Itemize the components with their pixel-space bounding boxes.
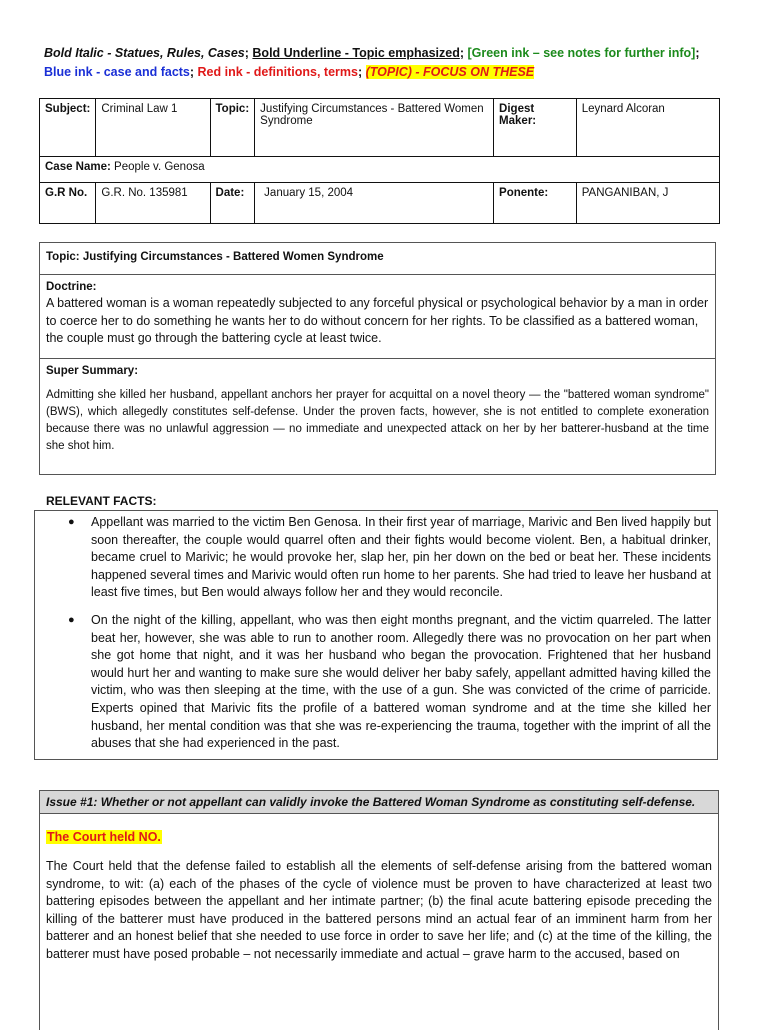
case-name-value: People v. Genosa [114,161,205,173]
ponente-label: Ponente: [494,183,577,224]
fact-text: Appellant was married to the victim Ben Genosa. In their first year of marriage, Marivic and Ben lived happily but soon thereafter, the couple would quarrel often and their fights would become violent. Ben, a habitual drinker, became cruel to Marivic; he would provoke her, slap her, pin her down on the bed or beat her. These incidents happened several times and Marivic would often run home to her parents. She had tried to leave her husband at least five times, but Ben would always follow her and they would reconcile. [91,515,711,600]
super-summary-text: Admitting she killed her husband, appellant anchors her prayer for acquittal on a novel theory — the "battered woman syndrome" (BWS), which allegedly constitutes self-defense. Under the proven facts, however, she is not entitled to complete exoneration because there was no unlawful aggression — no immediate and unexpected attack on her by her batterer-husband at the time she shot him. [46,389,709,452]
list-item [35,612,717,753]
topic-label: Topic: [210,99,255,157]
bullet-icon: ● [68,613,75,626]
legend-separator: ; [459,46,468,60]
summary-topic: Topic: Justifying Circumstances - Battered Women Syndrome [46,251,384,263]
date-value: January 15, 2004 [255,183,494,224]
doctrine-section [40,275,715,359]
issue-heading: Issue #1: Whether or not appellant can validly invoke the Battered Woman Syndrome as constituting self-defense. [40,791,718,814]
subject-label: Subject: [40,99,96,157]
gr-value: G.R. No. 135981 [96,183,210,224]
legend-green-ink: [Green ink – see notes for further info] [467,46,696,60]
legend-focus: (TOPIC) - FOCUS ON THESE [365,65,535,79]
issue-box [39,790,719,1030]
legend-separator: ; [695,46,700,60]
legend-bold-underline: Bold Underline - Topic emphasized [252,46,460,60]
topic-value: Justifying Circumstances - Battered Women Syndrome [255,99,494,157]
subject-value: Criminal Law 1 [96,99,210,157]
bullet-icon: ● [68,516,75,528]
list-item [35,514,717,602]
legend-red-ink: Red ink - definitions, terms [197,65,358,79]
legend [44,44,724,82]
digest-maker-value: Leynard Alcoran [576,99,719,157]
legend-bold-italic: Bold Italic - Statues, Rules, Cases [44,46,245,60]
digest-maker-label: Digest Maker: [494,99,577,157]
legend-blue-ink: Blue ink - case and facts [44,65,190,79]
relevant-facts-title: RELEVANT FACTS: [46,494,157,508]
legend-separator: ; [189,65,198,79]
ruling-highlight: The Court held NO. [47,830,161,844]
super-summary-section [40,359,715,461]
summary-box [39,242,716,475]
relevant-facts-box [34,510,718,760]
case-name-label: Case Name: [45,161,111,173]
table-row [40,183,720,224]
case-info-table [39,98,720,224]
date-label: Date: [210,183,255,224]
fact-text: On the night of the killing, appellant, who was then eight months pregnant, and the victim quarreled. The latter beat her, however, she was able to run to another room. Allegedly there was no provocation on her part when she got home that night, and it was her husband who began the provocation. Frightened that her husband would hurt her and wanting to make sure she would deliver her baby safely, appellant admitted having killed the victim, who was then sleeping at the time, with the use of a gun. She was convicted of the crime of parricide. Experts opined that Marivic fits the profile of a battered woman syndrome and at the time she killed her husband, her mental condition was that she was re-experiencing the trauma, together with the imprint of all the abuses that she had experienced in the past. [91,612,711,751]
doctrine-label: Doctrine: [46,281,97,293]
gr-label: G.R No. [40,183,96,224]
ponente-value: PANGANIBAN, J [576,183,719,224]
ruling-text: The Court held that the defense failed to establish all the elements of self-defense arising from the battered woman syndrome, to wit: (a) each of the phases of the cycle of violence must be proven to have characterized at least two battering episodes between the appellant and her intimate partner; (b) the final acute battering episode preceding the killing of the batterer must have produced in the battered persons mind an actual fear of an imminent harm from her batterer and an honest belief that she needed to use force in order to save her life; and (c) at the time of the killing, the batterer must have posed probable – not necessarily immediate and actual – grave harm to the accused, based on [46,859,712,961]
super-summary-label: Super Summary: [46,365,139,377]
legend-separator: ; [357,65,366,79]
legend-separator: ; [244,46,253,60]
table-row [40,99,720,157]
summary-topic-section [40,243,715,275]
table-row [40,157,720,183]
case-name-cell [40,157,720,183]
doctrine-text: A battered woman is a woman repeatedly subjected to any forceful physical or psychological behavior by a man in order to coerce her to do something he wants her to do without concern for her rights. To be classified as a battered woman, the couple must go through the battering cycle at least twice. [46,296,709,345]
